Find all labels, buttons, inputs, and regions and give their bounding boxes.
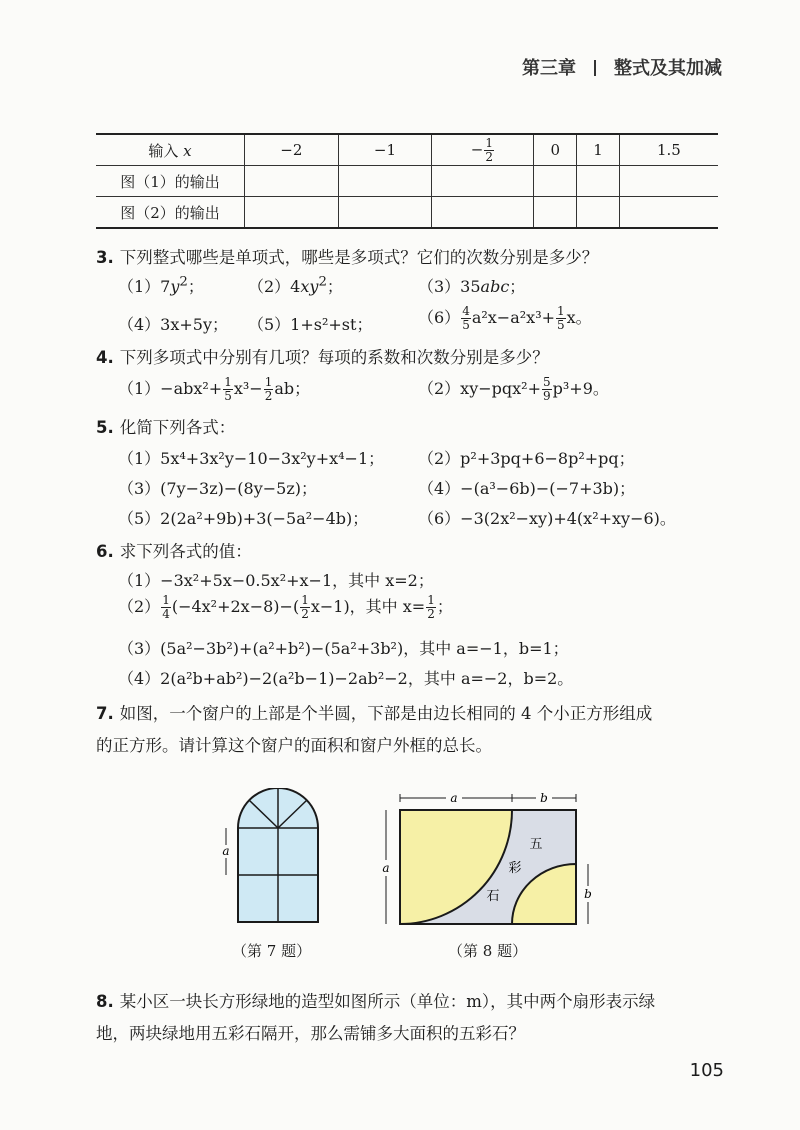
question-number: 7. bbox=[96, 704, 114, 723]
q5-item-2: （2）p²+3pq+6−8p²+pq； bbox=[418, 449, 635, 468]
stone-label-3: 石 bbox=[486, 889, 500, 904]
q4-item-1: （1）−abx²+ $\frac{1}{5}$ x³− $\frac{1}{2}$ ab； bbox=[118, 375, 311, 403]
chapter-title: 整式及其加减 bbox=[614, 58, 722, 79]
table-input-cell: 1 bbox=[577, 134, 620, 166]
stone-label-1: 五 bbox=[529, 837, 543, 852]
figure-7-caption: （第 7 题） bbox=[232, 942, 312, 960]
q6-item-2: （2） $\frac{1}{4}$ (−4x²+2x−8)−( $\frac{1}{2}$ x−1)，其中 x= $\frac{1}{2}$ ； bbox=[118, 593, 453, 621]
q5-item-6: （6）−3(2x²−xy)+4(x²+xy−6)。 bbox=[418, 509, 676, 528]
q6-item-4: （4）2(a²b+ab²)−2(a²b−1)−2ab²−2，其中 a=−2，b=2。 bbox=[118, 669, 574, 688]
question-7 bbox=[96, 700, 652, 724]
question-6 bbox=[96, 538, 252, 562]
question-4 bbox=[96, 344, 549, 368]
question-8-line2: 地，两块绿地用五彩石隔开，那么需铺多大面积的五彩石？ bbox=[96, 1024, 525, 1043]
io-table bbox=[96, 133, 718, 229]
table-header-cell: 输入 x bbox=[96, 134, 245, 166]
question-number: 8. bbox=[96, 992, 114, 1011]
question-number: 3. bbox=[96, 248, 114, 267]
question-5 bbox=[96, 414, 235, 438]
page-number: 105 bbox=[689, 1060, 724, 1081]
table-input-cell: −1 bbox=[338, 134, 432, 166]
question-text: 下列多项式中分别有几项？每项的系数和次数分别是多少？ bbox=[119, 348, 549, 367]
question-7-line2: 的正方形。请计算这个窗户的面积和窗户外框的总长。 bbox=[96, 736, 492, 755]
q3-item-5: （5）1+s²+st； bbox=[248, 315, 373, 334]
fig8-label-a-left: a bbox=[382, 861, 390, 875]
question-number: 6. bbox=[96, 542, 114, 561]
q6-item-1: （1）−3x²+5x−0.5x²+x−1，其中 x=2； bbox=[118, 571, 434, 590]
header-separator bbox=[594, 60, 596, 76]
figure-8-lawn bbox=[376, 790, 606, 930]
q4-item-2: （2）xy−pqx²+ $\frac{5}{9}$ p³+9。 bbox=[418, 375, 609, 403]
q5-item-5: （5）2(2a²+9b)+3(−5a²−4b)； bbox=[118, 509, 369, 528]
fig7-label-a: a bbox=[222, 844, 230, 858]
q5-item-4: （4）−(a³−6b)−(−7+3b)； bbox=[418, 479, 636, 498]
question-3 bbox=[96, 244, 598, 268]
q3-item-4: （4）3x+5y； bbox=[118, 315, 229, 334]
q5-item-3: （3）(7y−3z)−(8y−5z)； bbox=[118, 479, 318, 498]
chapter-label: 第三章 bbox=[522, 58, 576, 79]
question-text-line1: 某小区一块长方形绿地的造型如图所示（单位：m），其中两个扇形表示绿 bbox=[119, 992, 656, 1011]
table-row bbox=[96, 197, 718, 229]
question-text: 化简下列各式： bbox=[119, 418, 236, 437]
table-input-cell: 0 bbox=[534, 134, 577, 166]
q3-item-3: （3）35abc； bbox=[418, 277, 526, 296]
fig8-label-a-top: a bbox=[450, 791, 458, 805]
figure-7-window bbox=[214, 788, 324, 928]
table-input-cell: −2 bbox=[245, 134, 339, 166]
table-row bbox=[96, 166, 718, 197]
q3-item-6: （6） $\frac{4}{5}$ a²x−a²x³+ $\frac{1}{5}$ x。 bbox=[418, 304, 592, 332]
q3-item-1: $(1)7y^2$； bbox=[118, 274, 204, 296]
question-text: 下列整式哪些是单项式，哪些是多项式？它们的次数分别是多少？ bbox=[119, 248, 599, 267]
fig8-label-b-top: b bbox=[540, 791, 548, 805]
question-8 bbox=[96, 988, 655, 1012]
question-number: 5. bbox=[96, 418, 114, 437]
table-input-cell: 1.5 bbox=[619, 134, 718, 166]
stone-label-2: 彩 bbox=[508, 861, 522, 876]
q5-item-1: （1）5x⁴+3x²y−10−3x²y+x⁴−1； bbox=[118, 449, 385, 468]
question-text: 求下列各式的值： bbox=[119, 542, 252, 561]
fig8-label-b-right: b bbox=[584, 887, 592, 901]
q6-item-3: （3）(5a²−3b²)+(a²+b²)−(5a²+3b²)，其中 a=−1，b=1； bbox=[118, 639, 569, 658]
table-header-row bbox=[96, 134, 718, 166]
question-text-line1: 如图，一个窗户的上部是个半圆，下部是由边长相同的 4 个小正方形组成 bbox=[119, 704, 653, 723]
table-input-cell-half: − $\frac{1}{2}$ bbox=[432, 134, 534, 166]
q3-item-2: $(2)4xy^2$； bbox=[248, 274, 343, 296]
question-number: 4. bbox=[96, 348, 114, 367]
figure-8-caption: （第 8 题） bbox=[448, 942, 528, 960]
table-row-label: 图（1）的输出 bbox=[96, 166, 245, 197]
running-header bbox=[522, 54, 722, 80]
table-row-label: 图（2）的输出 bbox=[96, 197, 245, 229]
